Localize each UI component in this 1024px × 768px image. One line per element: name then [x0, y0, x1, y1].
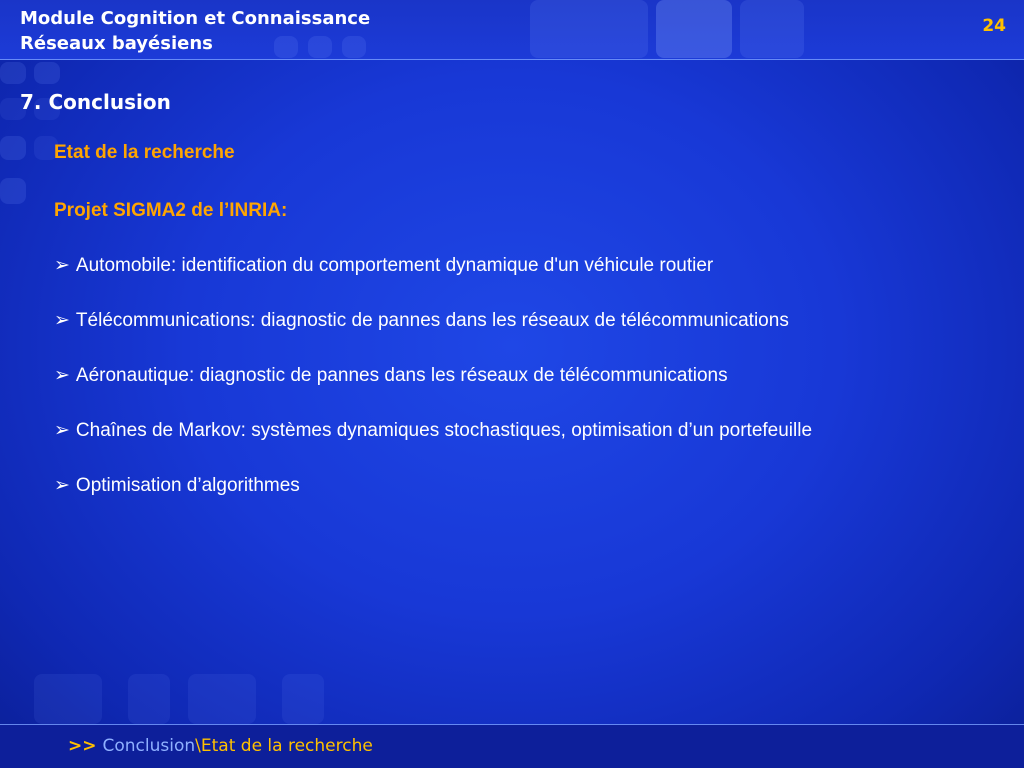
breadcrumb-current: \Etat de la recherche — [195, 736, 373, 756]
page-number: 24 — [982, 16, 1006, 36]
header-divider — [0, 59, 1024, 60]
arrow-bullet-icon: ➢ — [54, 255, 70, 276]
decor-square — [656, 0, 732, 58]
decor-square — [0, 136, 26, 160]
arrow-bullet-icon: ➢ — [54, 310, 70, 331]
arrow-bullet-icon: ➢ — [54, 365, 70, 386]
decor-square — [342, 36, 366, 58]
decor-square — [740, 0, 804, 58]
decor-square — [282, 674, 324, 724]
bullet-text: Télécommunications: diagnostic de pannes dans les réseaux de télécommunications — [75, 310, 789, 331]
bullet-item — [54, 474, 300, 497]
decor-square — [274, 36, 298, 58]
bullet-text: Optimisation d’algorithmes — [75, 475, 300, 496]
decor-square — [0, 62, 26, 84]
bullet-text: Automobile: identification du comportement dynamique d'un véhicule routier — [75, 255, 714, 276]
decor-square — [530, 0, 648, 58]
arrow-bullet-icon: ➢ — [54, 475, 70, 496]
course-subtitle: Réseaux bayésiens — [20, 33, 213, 54]
bullet-item — [54, 254, 713, 277]
decor-square — [308, 36, 332, 58]
bullet-item — [54, 364, 728, 387]
breadcrumb-section: Conclusion — [102, 736, 196, 756]
bullet-item — [54, 309, 789, 332]
slide-subtitle: Etat de la recherche — [54, 142, 235, 163]
project-title: Projet SIGMA2 de l’INRIA: — [54, 200, 288, 221]
section-title: 7. Conclusion — [20, 90, 171, 114]
decor-square — [188, 674, 256, 724]
breadcrumb — [68, 736, 373, 756]
bullet-text: Chaînes de Markov: systèmes dynamiques stochastiques, optimisation d’un portefeuille — [75, 420, 813, 441]
breadcrumb-prefix: >> — [68, 736, 97, 756]
decor-square — [34, 674, 102, 724]
decor-square — [34, 62, 60, 84]
bullet-item — [54, 419, 812, 442]
arrow-bullet-icon: ➢ — [54, 420, 70, 441]
decor-square — [128, 674, 170, 724]
decor-square — [0, 178, 26, 204]
bullet-text: Aéronautique: diagnostic de pannes dans les réseaux de télécommunications — [75, 365, 728, 386]
course-title: Module Cognition et Connaissance — [20, 8, 371, 29]
